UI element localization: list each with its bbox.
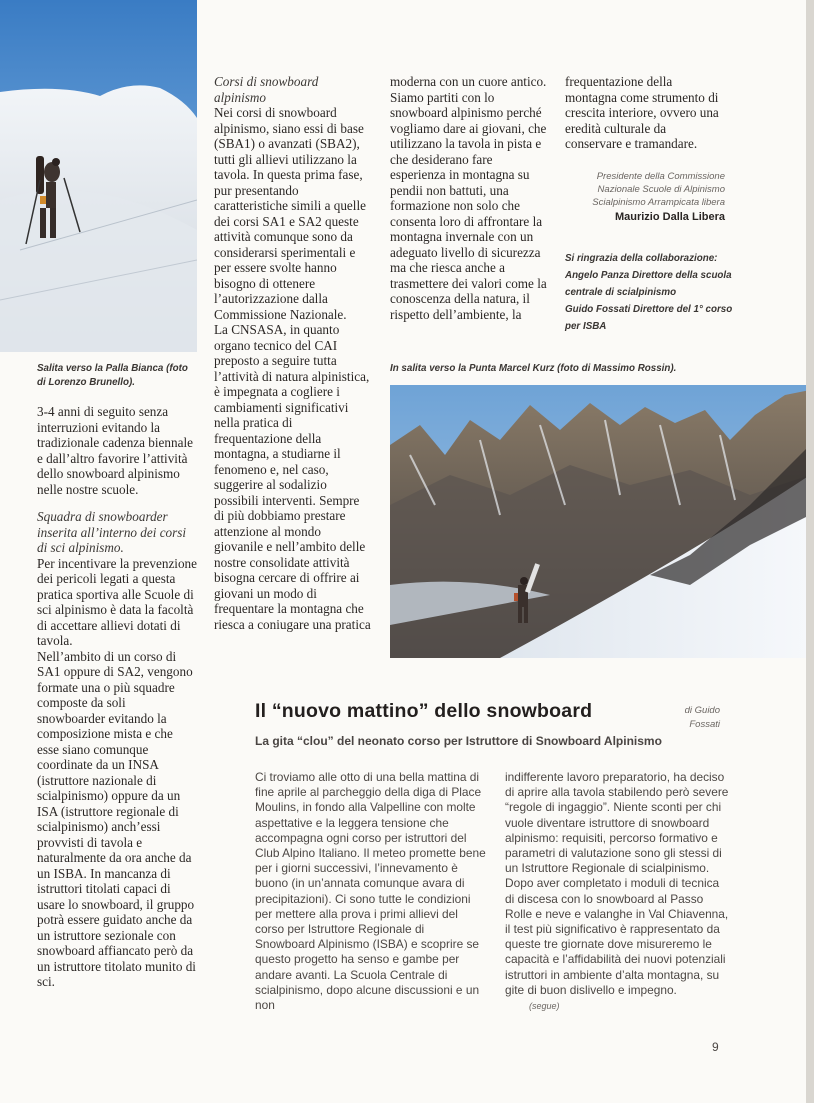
photo-marcel-kurz [390,385,810,658]
article-right-text: indifferente lavoro preparatorio, ha deciso di aprire alla tavola stabilendo però severe “regole di ingaggio”. Niente sconti per chi vuole diventare istruttore di snowboard alpinismo: requisiti, percorso formativo e parametri di valutazione sono gli stessi di un Istruttore Regionale di scialpinismo. Dopo aver completato i moduli di tecnica di discesa con lo snowboard al Passo Rolle e neve e valanghe in Val Chiavenna, il test più significativo è rappresentato da queste tre giornate dove misureremo le capacità e l’affidabilità dei nuovi potenziali istruttori in ambiente d’alta montagna, su gite di buon dislivello e impegno. [505,770,729,997]
thanks-item-1: Angelo Panza Direttore della scuola centrale di scialpinismo [565,270,732,298]
col1-subheading: Squadra di snowboarder inserita all’interno dei corsi di sci alpinismo. [37,509,187,555]
president-role: Presidente della Commissione Nazionale Scuole di Alpinismo Scialpinismo Arrampicata libera [592,171,725,208]
president-name: Maurizio Dalla Libera [614,211,725,223]
col3-paragraph-1: moderna con un cuore antico. Siamo partiti con lo snowboard alpinismo perché vogliamo dare ai giovani, che utilizzano la tavola in pista e che desiderano fare esperienza in montagna su pendii non battuti, una formazione non solo che consenta loro di affrontare la montagna invernale con un adeguato livello di sicurezza ma che riesca anche a trasmettere dei valori come la conoscenza della natura, il rispetto dell’ambiente, la [390,74,547,322]
photo-marcel-kurz-caption: In salita verso la Punta Marcel Kurz (foto di Massimo Rossin). [390,363,677,374]
page-number: 9 [712,1040,719,1054]
thanks-item-2: Guido Fossati Direttore del 1° corso per ISBA [565,304,733,332]
photo-palla-bianca-image [0,0,197,352]
article-byline: di Guido Fossati [684,705,720,730]
photo-palla-bianca-caption: Salita verso la Palla Bianca (foto di Lorenzo Brunello). [37,363,188,388]
article-left-text: Ci troviamo alle otto di una bella mattina di fine aprile al parcheggio della diga di Place Moulins, in fondo alla Valpelline con molte aspettative e la leggera tensione che accompagna ogni corso per istruttori del Club Alpino Italiano. Il meteo promette bene per i giorni successivi, l’innevamento è buono (in un’annata comunque avara di precipitazioni). Ci sono tutte le condizioni per mettere alla prova i primi allievi del corso per Istruttore Regionale di Snowboard Alpinismo (ISBA) e scoprire se questo progetto ha senso e gambe per andare avanti. La Scuola Centrale di scialpinismo, dopo alcune discussioni e un non [255,770,486,1013]
col1-paragraph-2: Per incentivare la prevenzione dei pericoli legati a questa pratica sportiva alle Scuole di sci alpinismo è data la facoltà di accettare allievi dotati di tavola. [37,555,198,648]
column-3 [390,74,550,322]
column-2 [214,74,372,632]
col1-paragraph-3: Nell’ambito di un corso di SA1 oppure di SA2, vengono formate una o più squadre composte da soli snowboarder evitando la composizione mista e che esse siano comunque coordinate da un INSA (istruttore nazionale di scialpinismo) oppure da un ISA (istruttore regionale di scialpinismo) anch’essi provvisti di tavola e naturalmente da ora anche da un ISBA. In mancanza di istruttori titolati capaci di usare lo snowboard, il gruppo potrà essere guidato anche da un istruttore sezionale con snowboard affiancato però da un istruttore titolato munito di sci. [37,648,196,989]
column-4 [565,74,725,152]
col2-paragraph-2: La CNSASA, in quanto organo tecnico del CAI preposto a seguire tutta l’attività di natura alpinistica, è impegnata a cogliere i cambiamenti significativi nella pratica di frequentazione della montagna, a studiarne il fenomeno e, nel caso, suggerire al sodalizio possibili interventi. Sempre di più dobbiamo prestare attenzione al mondo giovanile e nell’ambito delle nostre consolidate attività bisogna cercare di offrire ai giovani un modo di frequentare la montagna che riesca a coniugare una pratica [214,322,371,632]
article-title: Il “nuovo mattino” dello snowboard [255,700,593,722]
article-subtitle: La gita “clou” del neonato corso per Istruttore di Snowboard Alpinismo [255,734,662,748]
col2-paragraph-1: Nei corsi di snowboard alpinismo, siano essi di base (SBA1) o avanzati (SBA2), tutti gli allievi utilizzano la tavola. In questa prima fase, pur presentando caratteristiche simili a quelle dei corsi SA1 e SA2 queste attività comunque sono da considerarsi sperimentali e per essere svolte hanno bisogno di ottenere l’autorizzazione dalla Commissione Nazionale. [214,105,366,322]
president-credit [560,170,725,223]
segue-label: (segue) [529,1001,560,1012]
column-1 [37,404,197,990]
col4-paragraph-1: frequentazione della montagna come strumento di crescita interiore, ovvero una eredità culturale da conservare e tramandare. [565,74,719,151]
photo-palla-bianca [0,0,197,352]
thanks-title: Si ringrazia della collaborazione: [565,253,718,264]
thanks-block [565,250,735,335]
photo-marcel-kurz-image [390,385,810,658]
article-column-left [255,770,487,1013]
article-column-right [505,770,730,1014]
col1-paragraph-1: 3-4 anni di seguito senza interruzioni evitando la tradizionale cadenza biennale e dall’altro favorire l’attività dello snowboard alpinismo nelle nostre scuole. [37,404,193,497]
col2-subheading: Corsi di snowboard alpinismo [214,74,319,105]
page-edge [806,0,814,1103]
